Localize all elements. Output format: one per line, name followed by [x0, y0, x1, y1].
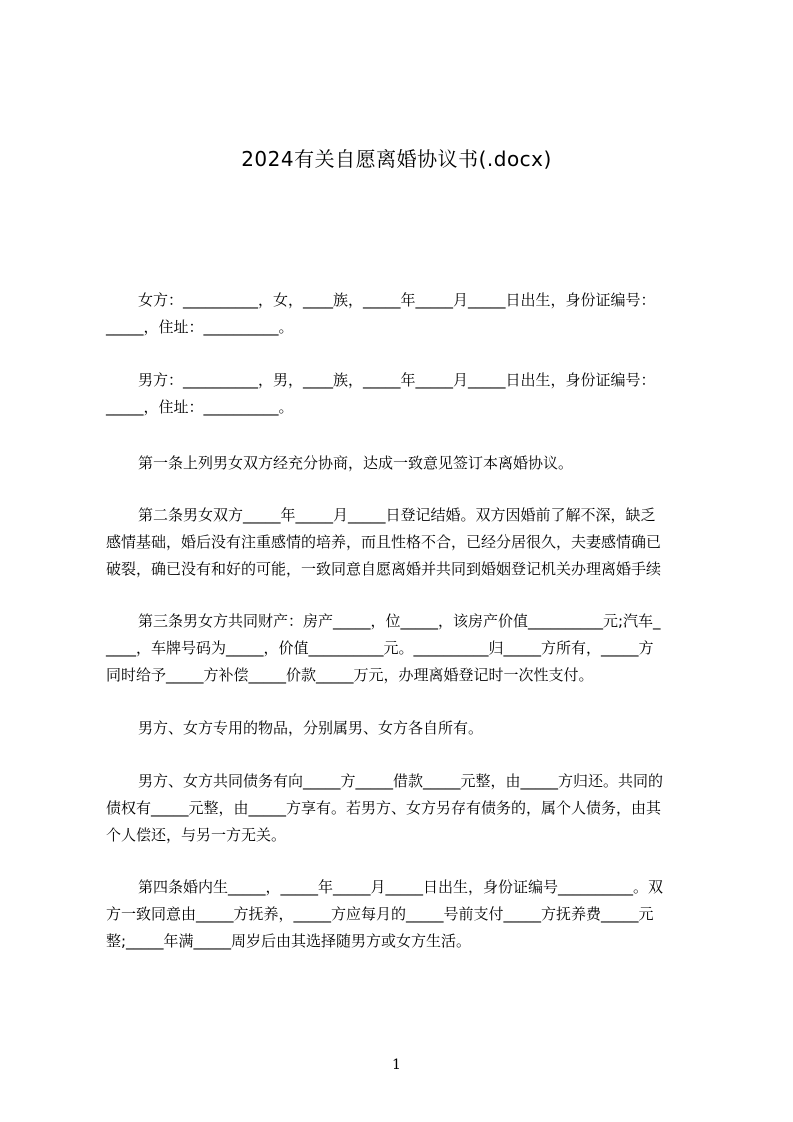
- text-line: 第二条男女双方_____年_____月_____日登记结婚。双方因婚前了解不深，缺乏: [138, 506, 656, 524]
- text-line: 债权有_____元整，由_____方享有。若男方、女方另存有债务的，属个人债务，由其: [106, 799, 662, 817]
- paragraph-woman-info: [106, 287, 698, 341]
- text-line: 第三条男女方共同财产：房产_____，位_____，该房产价值__________元;汽车_: [138, 612, 661, 630]
- text-line: 整;_____年满_____周岁后由其选择随男方或女方生活。: [106, 932, 472, 950]
- text-line: _____，住址：__________。: [106, 398, 294, 416]
- text-line: 女方：__________，女，____族，_____年_____月_____日出生，身份证编号：: [138, 291, 656, 309]
- document-title: 2024有关自愿离婚协议书(.docx): [241, 147, 552, 171]
- text-line: ____，车牌号码为_____，价值__________元。__________归_____方所有，_____方: [106, 639, 654, 657]
- text-line: 破裂，确已没有和好的可能，一致同意自愿离婚并共同到婚姻登记机关办理离婚手续: [106, 560, 662, 578]
- paragraph-article-4: [106, 874, 698, 955]
- page-number: 1: [392, 1057, 401, 1073]
- text-line: 个人偿还，与另一方无关。: [106, 826, 287, 844]
- text-line: 男方、女方共同债务有向_____方_____借款_____元整，由_____方归还。共同的: [138, 772, 664, 790]
- text-line: 第一条上列男女双方经充分协商，达成一致意见签订本离婚协议。: [138, 454, 574, 472]
- paragraph-debts: [106, 768, 698, 849]
- text-line: 男方：__________，男，____族，_____年_____月_____日出生，身份证编号：: [138, 371, 656, 389]
- text-line: 感情基础，婚后没有注重感情的培养，而且性格不合，已经分居很久，夫妻感情确已: [106, 533, 662, 551]
- text-line: 男方、女方专用的物品，分别属男、女方各自所有。: [138, 719, 484, 737]
- text-line: _____，住址：__________。: [106, 318, 294, 336]
- paragraph-man-info: [106, 367, 698, 421]
- text-line: 第四条婚内生_____，_____年_____月_____日出生，身份证编号__________。双: [138, 878, 664, 896]
- paragraph-article-1: [106, 450, 698, 477]
- paragraph-personal-items: [106, 715, 698, 742]
- text-line: 方一致同意由_____方抚养，_____方应每月的_____号前支付_____方抚养费_____元: [106, 905, 654, 923]
- paragraph-article-3: [106, 608, 698, 689]
- paragraph-article-2: [106, 502, 698, 583]
- text-line: 同时给予_____方补偿_____价款_____万元，办理离婚登记时一次性支付。: [106, 666, 594, 684]
